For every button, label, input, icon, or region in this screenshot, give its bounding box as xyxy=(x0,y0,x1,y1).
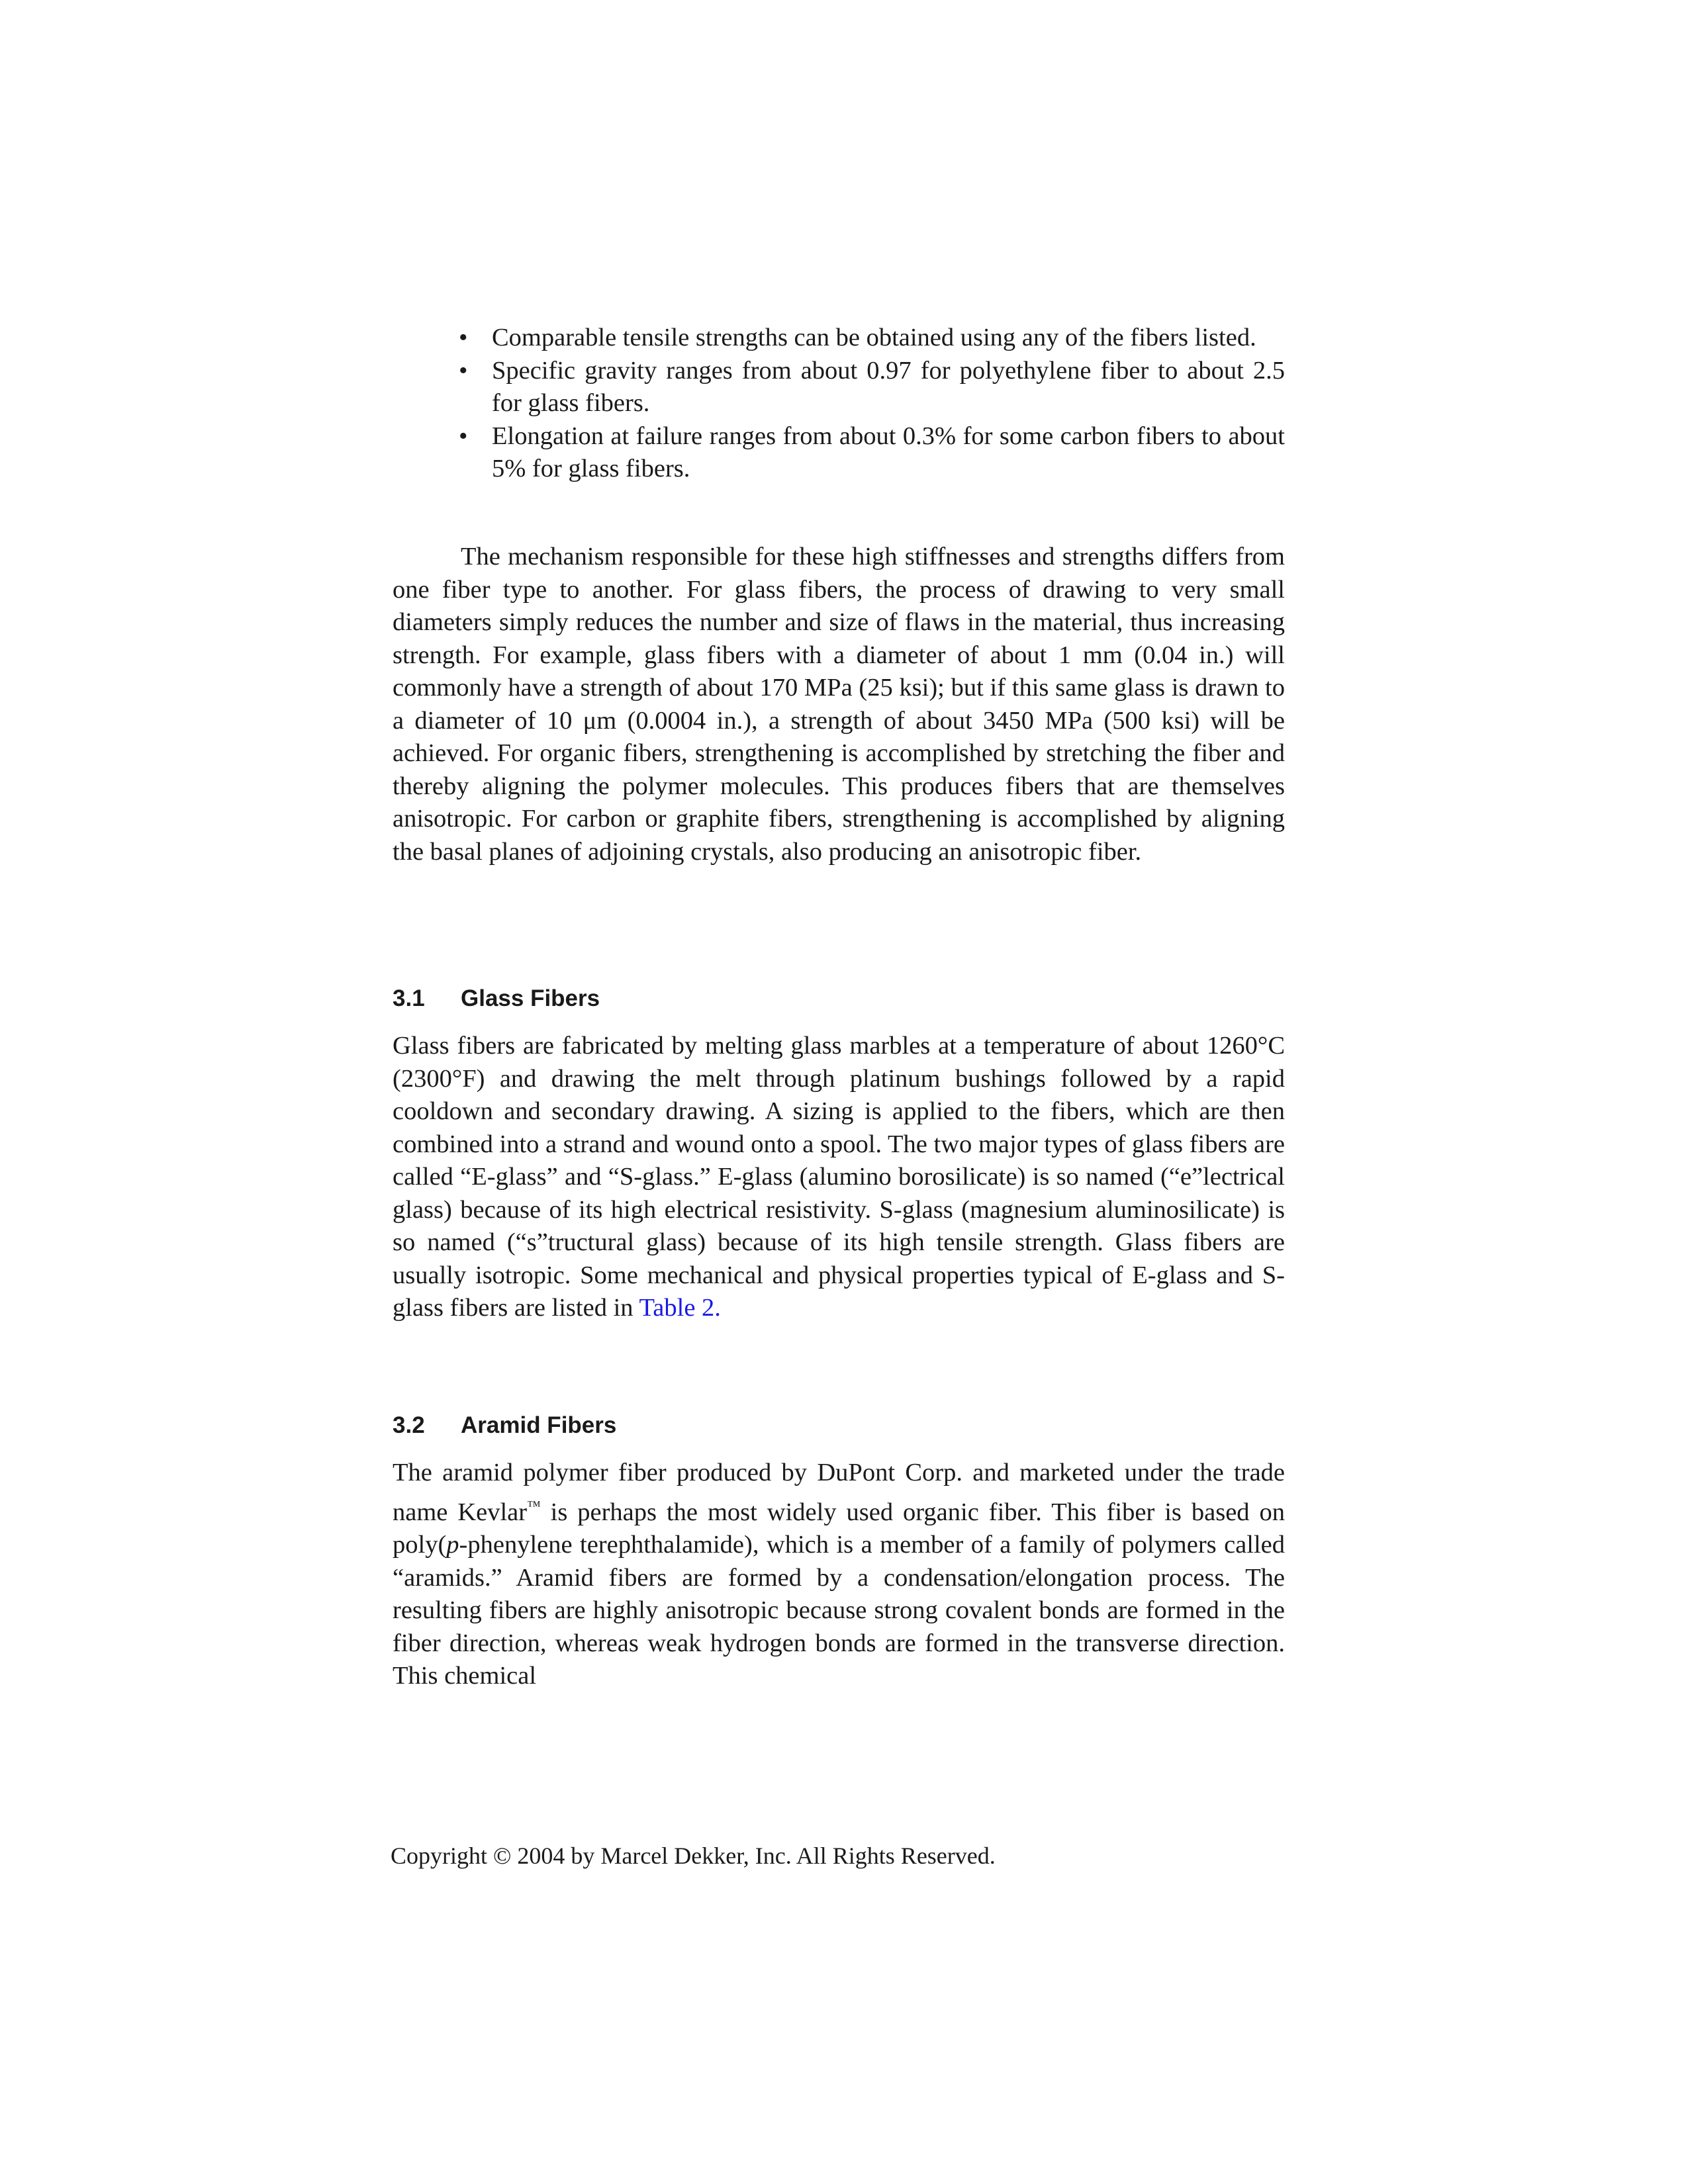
bullet-dot: • xyxy=(459,422,468,450)
bullet-text: Comparable tensile strengths can be obtained using any of the fibers listed. xyxy=(492,324,1256,351)
table-2-link[interactable]: Table 2. xyxy=(639,1294,721,1322)
section-heading-aramid-fibers xyxy=(393,1412,616,1439)
section-heading-glass-fibers xyxy=(393,985,600,1012)
bullet-list xyxy=(393,322,1285,486)
copyright-footer: Copyright © 2004 by Marcel Dekker, Inc. All Rights Reserved. xyxy=(391,1843,996,1869)
intro-paragraph: The mechanism responsible for these high stiffnesses and strengths differs from one fiber type to another. For glass fibers, the process of drawing to very small diameters simply reduces the number and size of flaws in the material, thus increasing strength. For example, glass fibers with a diameter of about 1 mm (0.04 in.) will commonly have a strength of about 170 MPa (25 ksi); but if this same glass is drawn to a diameter of 10 μm (0.0004 in.), a strength of about 3450 MPa (500 ksi) will be achieved. For organic fibers, strengthening is accomplished by stretching the fiber and thereby aligning the polymer molecules. This produces fibers that are themselves anisotropic. For carbon or graphite fibers, strengthening is accomplished by aligning the basal planes of adjoining crystals, also producing an anisotropic fiber. xyxy=(393,543,1285,866)
aramid-fibers-paragraph xyxy=(393,1457,1285,1693)
bullet-text: Specific gravity ranges from about 0.97 for polyethylene fiber to about 2.5 for glass fibers. xyxy=(492,356,1285,417)
bullet-dot: • xyxy=(459,356,468,385)
section-title: Glass Fibers xyxy=(461,985,600,1011)
paragraph-text: Glass fibers are fabricated by melting glass marbles at a temperature of about 1260°C (2300°F) and drawing the melt through platinum bushings followed by a rapid cooldown and secondary drawing. A sizing is applied to the fibers, which are then combined into a strand and wound onto a spool. The two major types of glass fibers are called “E-glass” and “S-glass.” E-glass (alumino borosilicate) is so named (“e”lectrical glass) because of its high electrical resistivity. S-glass (magnesium aluminosilicate) is so named (“s”tructural glass) because of its high tensile strength. Glass fibers are usually isotropic. Some mechanical and physical properties typical of E-glass and S-glass fibers are listed in xyxy=(393,1032,1285,1322)
list-item xyxy=(393,322,1285,355)
list-item xyxy=(393,355,1285,420)
glass-fibers-paragraph xyxy=(393,1030,1285,1325)
paragraph-text: The aramid polymer fiber produced by DuPont Corp. and marketed under the trade name Kevlar xyxy=(393,1459,1285,1526)
section-number: 3.1 xyxy=(393,985,425,1011)
section-number: 3.2 xyxy=(393,1412,425,1438)
paragraph-text: is perhaps the most widely used organic fiber. This fiber is based on poly( xyxy=(393,1498,1285,1559)
paragraph-text: -phenylene terephthalamide), which is a member of a family of polymers called “aramids.” Aramid fibers are formed by a condensation/elongation process. The resulting fibers are highly anisotropic because strong covalent bonds are formed in the fiber direction, whereas weak hydrogen bonds are formed in the transverse direction. This chemical xyxy=(393,1531,1285,1690)
section-title: Aramid Fibers xyxy=(461,1412,617,1438)
list-item xyxy=(393,420,1285,486)
italic-p: p xyxy=(446,1531,459,1559)
bullet-text: Elongation at failure ranges from about 0.3% for some carbon fibers to about 5% for glass fibers. xyxy=(492,422,1285,482)
trademark-symbol: ™ xyxy=(527,1497,541,1514)
bullet-dot: • xyxy=(459,324,468,351)
